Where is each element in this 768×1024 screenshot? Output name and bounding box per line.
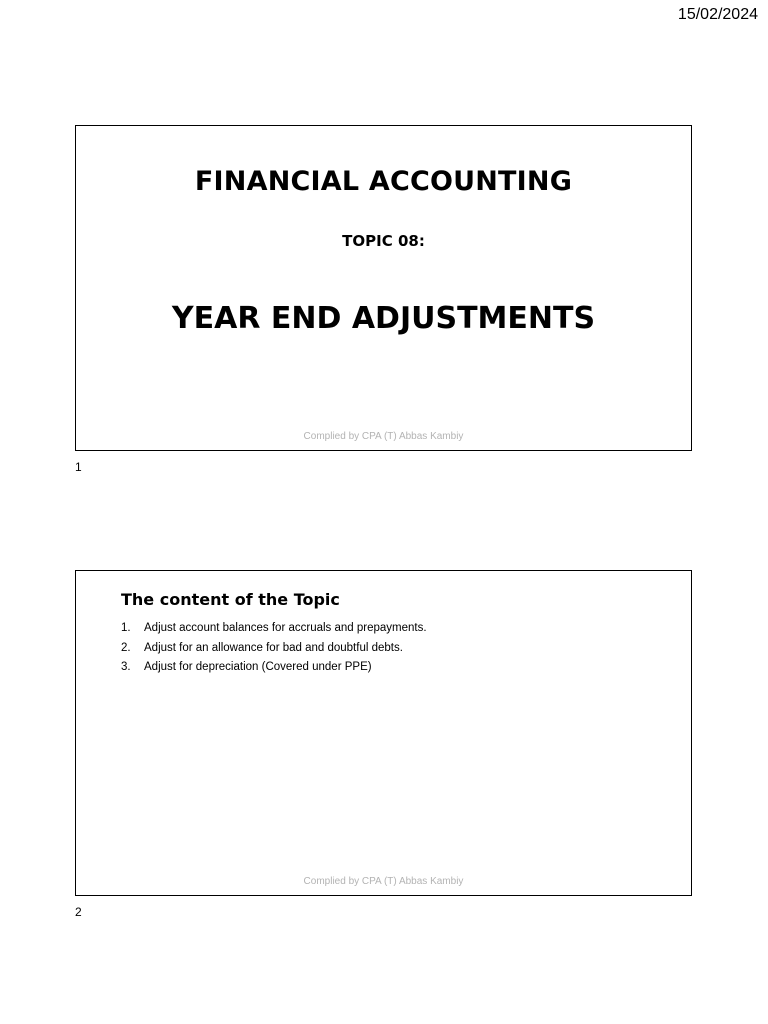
slide-title: [75, 125, 692, 451]
list-item-number: 3.: [121, 661, 131, 673]
list-item: [121, 660, 427, 680]
list-item-number: 2.: [121, 641, 131, 654]
slide-footer: Complied by CPA (T) Abbas Kambiy: [303, 876, 464, 887]
list-item: [121, 641, 427, 661]
list-item: [121, 621, 427, 641]
slide-topic-label: TOPIC 08:: [342, 232, 425, 250]
slide-page-number: 2: [75, 905, 82, 919]
slide-heading: The content of the Topic: [121, 590, 340, 609]
page-date: 15/02/2024: [677, 6, 758, 23]
slide-footer: Complied by CPA (T) Abbas Kambiy: [303, 431, 464, 442]
list-item-text: Adjust account balances for accruals and prepayments.: [144, 622, 427, 634]
slide-subject-title: YEAR END ADJUSTMENTS: [171, 301, 596, 336]
content-list: [121, 621, 427, 680]
slide-main-title: FINANCIAL ACCOUNTING: [194, 166, 573, 197]
list-item-text: Adjust for depreciation (Covered under PPE): [144, 661, 372, 673]
list-item-text: Adjust for an allowance for bad and doubtful debts.: [144, 641, 403, 654]
slide-page-number: 1: [75, 460, 82, 474]
slide-contents: [75, 570, 692, 896]
list-item-number: 1.: [121, 622, 131, 634]
